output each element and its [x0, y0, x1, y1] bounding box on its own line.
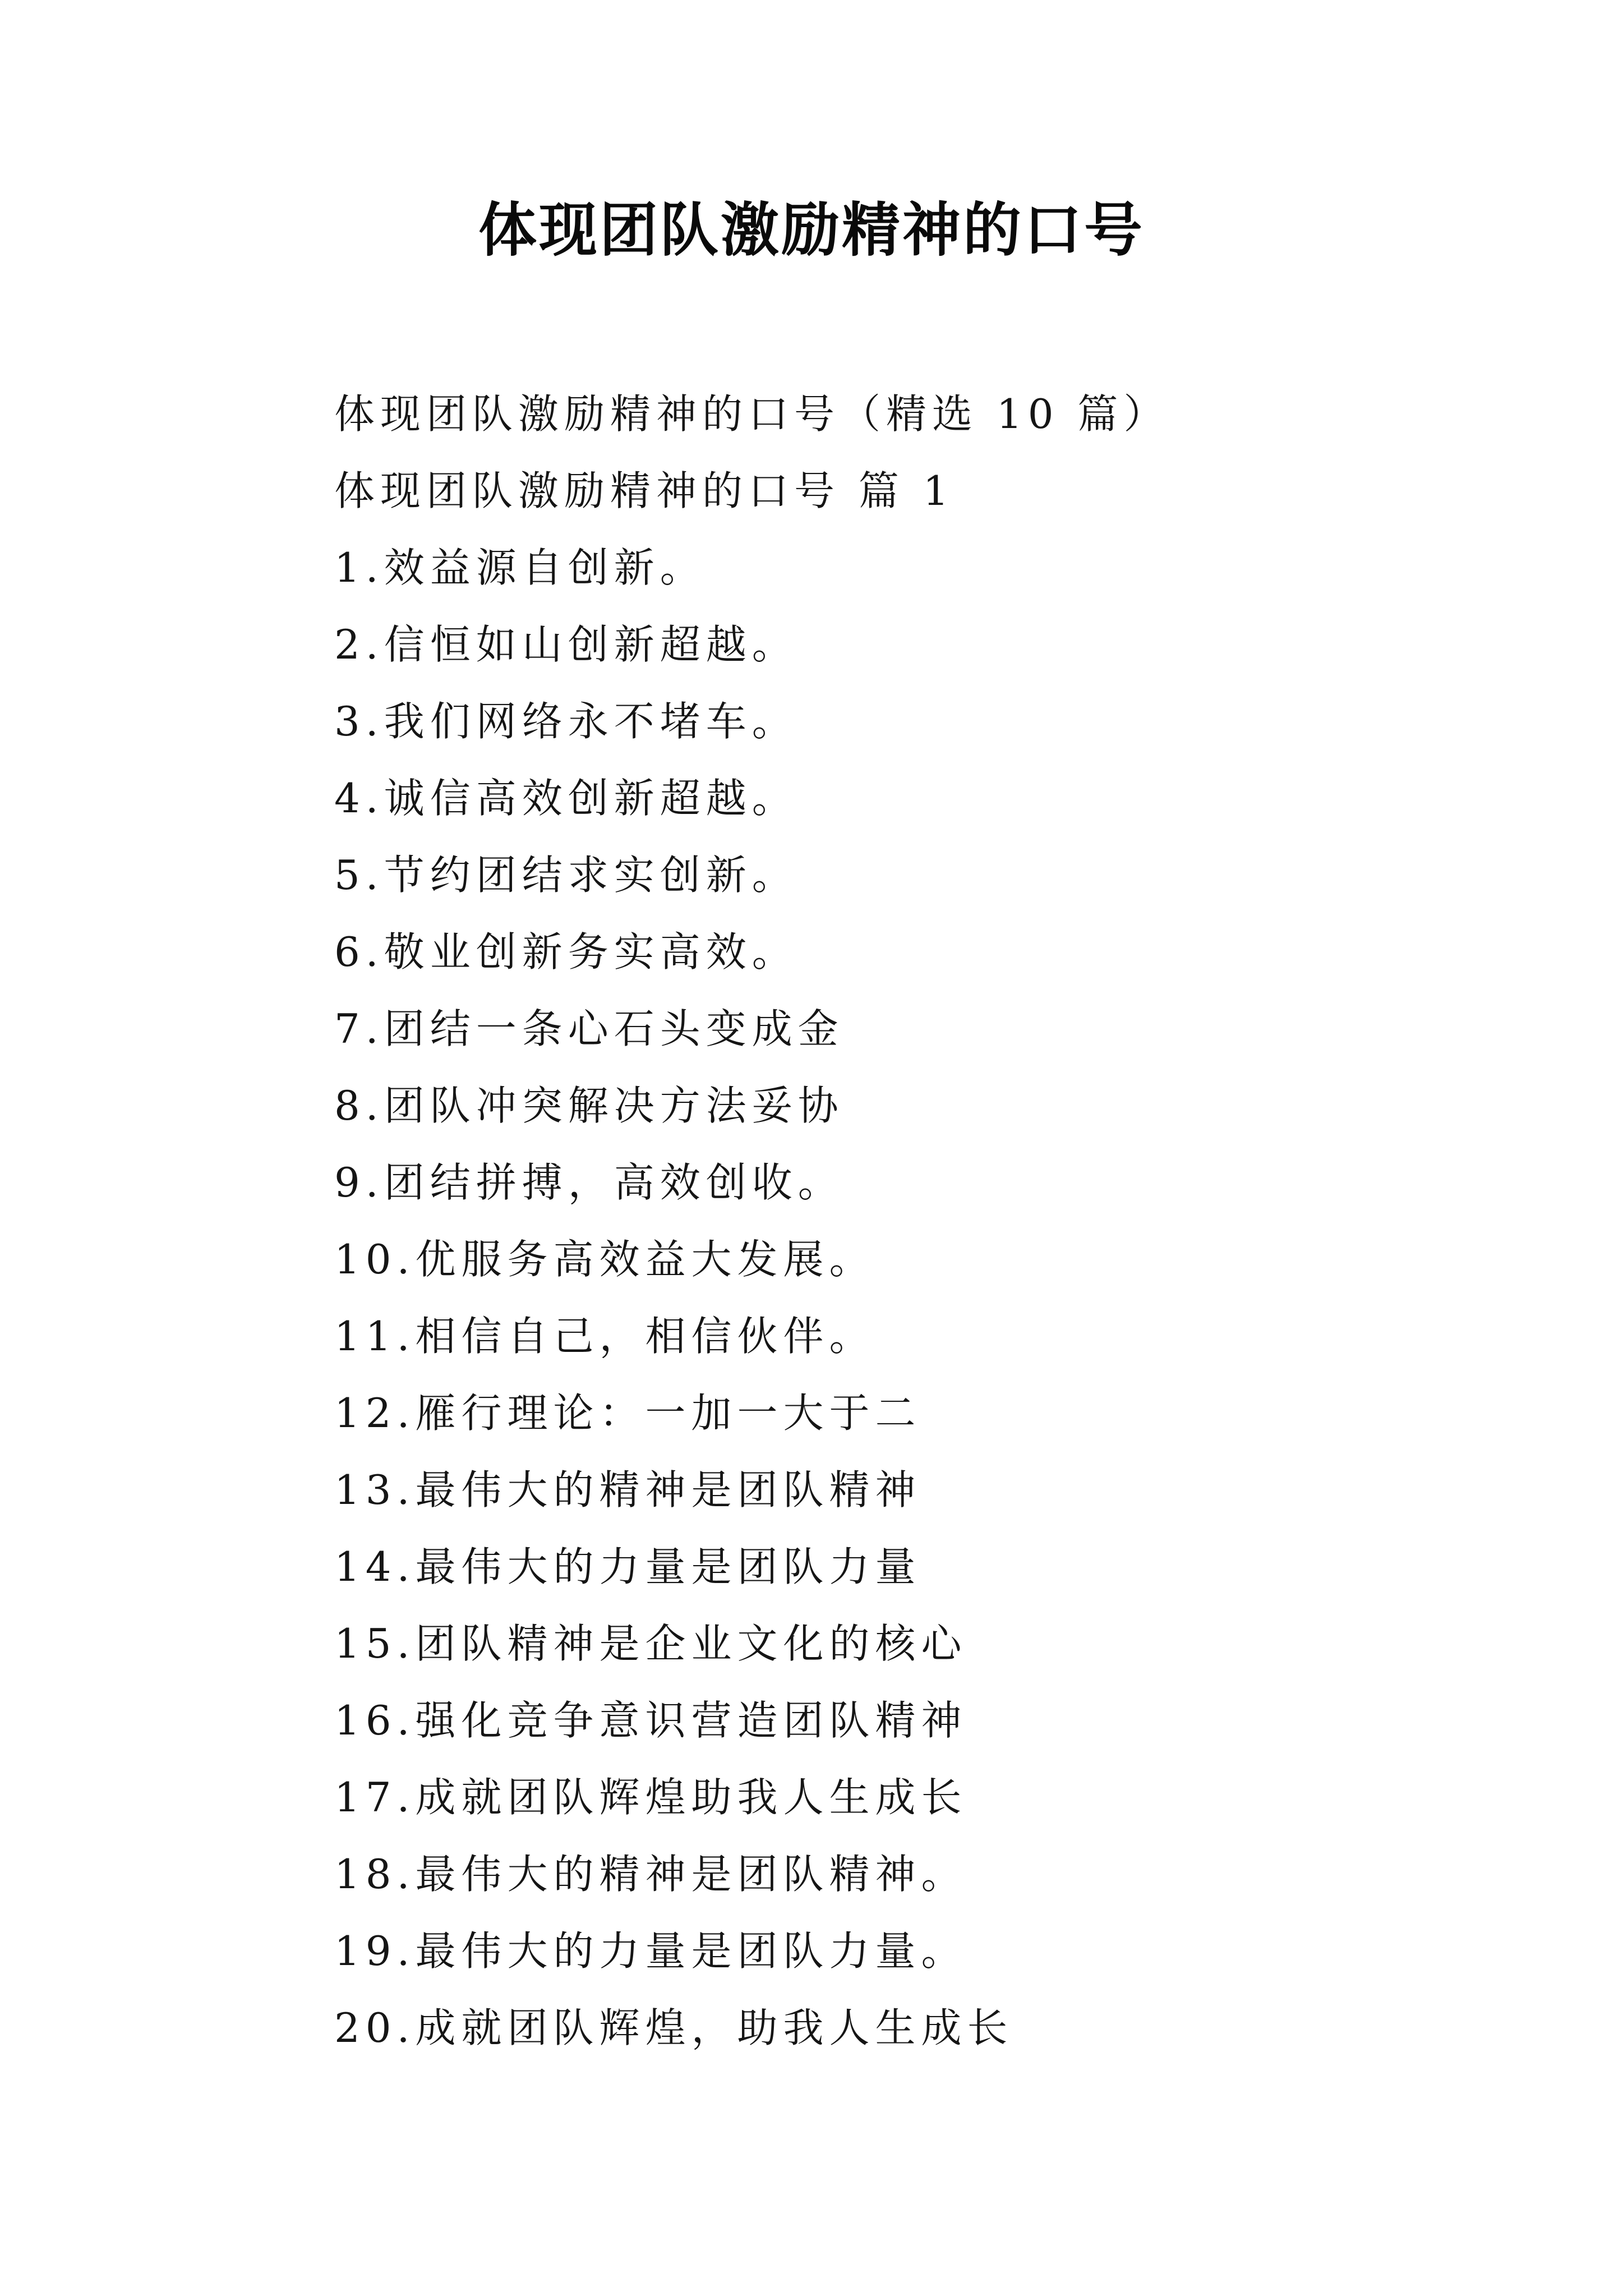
document-title: 体现团队激励精神的口号 — [478, 195, 1145, 264]
slogan-item: 14.最伟大的力量是团队力量 — [334, 1543, 921, 1590]
slogan-item: 3.我们网络永不堵车。 — [334, 698, 798, 745]
slogan-item: 10.优服务高效益大发展。 — [334, 1236, 875, 1283]
slogan-item: 12.雁行理论：一加一大于二 — [334, 1389, 921, 1437]
slogan-item: 9.团结拼搏，高效创收。 — [334, 1159, 844, 1206]
section-heading: 体现团队激励精神的口号 篇 1 — [334, 467, 955, 514]
slogan-item: 19.最伟大的力量是团队力量。 — [334, 1927, 967, 1975]
slogan-item: 17.成就团队辉煌助我人生成长 — [334, 1774, 967, 1821]
slogan-list — [334, 530, 1512, 2067]
slogan-item: 7.团结一条心石头变成金 — [334, 1005, 844, 1052]
slogan-item: 11.相信自己，相信伙伴。 — [334, 1313, 875, 1360]
slogan-item: 4.诚信高效创新超越。 — [334, 775, 798, 822]
slogan-item: 8.团队冲突解决方法妥协 — [334, 1082, 844, 1129]
slogan-item: 6.敬业创新务实高效。 — [334, 928, 798, 976]
slogan-item: 18.最伟大的精神是团队精神。 — [334, 1851, 967, 1898]
slogan-item: 20.成就团队辉煌，助我人生成长 — [334, 2004, 1013, 2051]
slogan-item: 5.节约团结求实创新。 — [334, 852, 798, 899]
slogan-item: 2.信恒如山创新超越。 — [334, 621, 798, 668]
slogan-item: 15.团队精神是企业文化的核心 — [334, 1620, 967, 1667]
slogan-item: 16.强化竞争意识营造团队精神 — [334, 1697, 967, 1744]
slogan-item: 13.最伟大的精神是团队精神 — [334, 1466, 921, 1513]
slogan-item: 1.效益源自创新。 — [334, 544, 706, 591]
document-subtitle: 体现团队激励精神的口号（精选 10 篇） — [334, 390, 1170, 438]
document-body — [334, 376, 1512, 2067]
